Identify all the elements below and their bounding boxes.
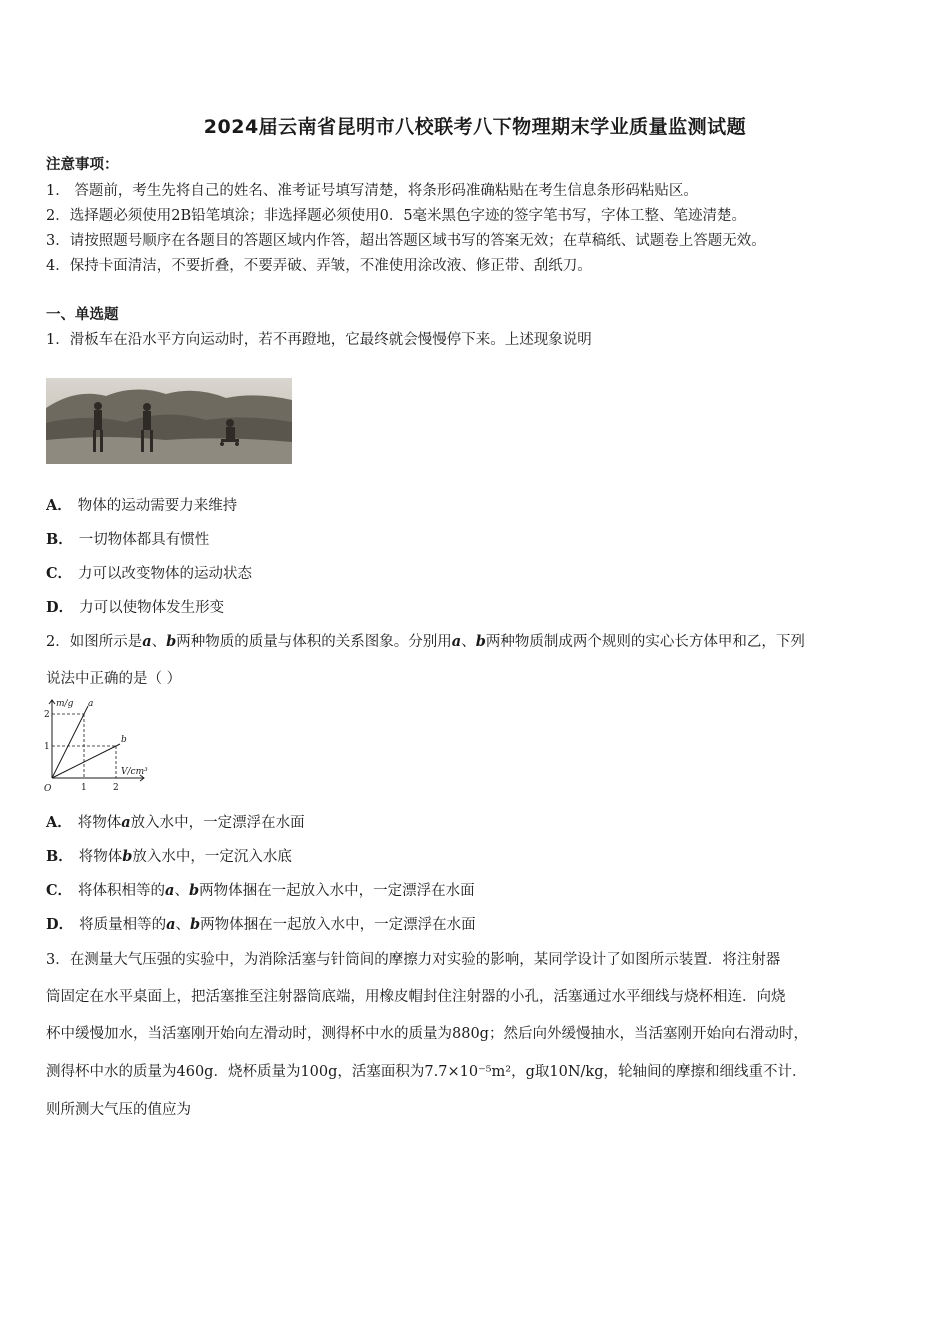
var-a: a <box>142 633 152 650</box>
question-2-stem-line-2: 说法中正确的是（ ） <box>46 671 182 687</box>
option-text: 力可以改变物体的运动状态 <box>78 566 253 582</box>
stem-text: 两种物质制成两个规则的实心长方体甲和乙，下列 <box>485 634 805 650</box>
option-text: 将物体 <box>77 815 122 831</box>
separator: 、 <box>175 917 190 933</box>
question-3-line: 3．在测量大气压强的实验中，为消除活塞与针筒间的摩擦力对实验的影响，某同学设计了如图所示装置．将注射器 <box>46 952 781 968</box>
option-letter: A． <box>46 814 72 831</box>
question-2-stem-line-1 <box>46 630 805 651</box>
notice-item: 3．请按照题号顺序在各题目的答题区域内作答，超出答题区域书写的答案无效；在草稿纸、试题卷上答题无效。 <box>46 233 766 249</box>
var-b: b <box>189 916 201 933</box>
notice-item: 1． 答题前，考生先将自己的姓名、准考证号填写清楚，将条形码准确粘贴在考生信息条形码粘贴区。 <box>46 183 698 199</box>
option-text: 一切物体都具有惯性 <box>78 532 210 548</box>
var-a: a <box>121 814 131 831</box>
question-3-line: 则所测大气压的值应为 <box>46 1102 191 1118</box>
stem-text: 2．如图所示是 <box>46 634 143 650</box>
var-b: b <box>122 848 133 865</box>
question-1-stem: 1．滑板车在沿水平方向运动时，若不再蹬地，它最终就会慢慢停下来。上述现象说明 <box>46 332 592 348</box>
option-text: 放入水中，一定沉入水底 <box>132 849 292 865</box>
option-d <box>46 913 476 934</box>
option-d <box>46 596 224 617</box>
option-a <box>46 811 305 832</box>
option-letter: D． <box>46 599 74 616</box>
option-letter: C． <box>46 565 73 582</box>
option-letter: A． <box>46 497 72 514</box>
skateboard-photo <box>46 378 292 464</box>
option-text: 放入水中，一定漂浮在水面 <box>130 815 305 831</box>
option-a <box>46 494 237 515</box>
var-a: a <box>451 633 462 650</box>
x-tick-label: 1 <box>81 783 87 793</box>
notice-heading: 注意事项： <box>46 156 119 173</box>
notice-item: 4．保持卡面清洁，不要折叠，不要弄破、弄皱，不准使用涂改液、修正带、刮纸刀。 <box>46 258 592 274</box>
option-c <box>46 879 475 900</box>
page-title: 2024届云南省昆明市八校联考八下物理期末学业质量监测试题 <box>203 116 747 138</box>
line-b <box>52 744 120 778</box>
origin-label: O <box>44 784 52 794</box>
x-axis-label: V/cm³ <box>121 767 148 777</box>
option-letter: B． <box>46 531 73 548</box>
separator: 、 <box>151 634 167 650</box>
option-text: 将物体 <box>78 849 123 865</box>
question-3-line: 测得杯中水的质量为460g．烧杯质量为100g，活塞面积为7.7×10⁻⁵m²，g取10N/kg，轮轴间的摩擦和细线重不计． <box>46 1064 807 1080</box>
question-3-line: 杯中缓慢加水，当活塞刚开始向左滑动时，测得杯中水的质量为880g；然后向外缓慢抽水，当活塞刚开始向右滑动时， <box>46 1026 808 1042</box>
section-heading: 一、单选题 <box>46 306 119 323</box>
option-text: 将体积相等的 <box>78 883 166 899</box>
notice-item: 2．选择题必须使用2B铅笔填涂；非选择题必须使用0．5毫米黑色字迹的签字笔书写，字体工整、笔迹清楚。 <box>46 208 747 224</box>
option-b <box>46 528 209 549</box>
option-letter: C． <box>46 882 73 899</box>
var-b: b <box>475 633 486 650</box>
option-text: 将质量相等的 <box>79 917 167 933</box>
y-tick-label: 2 <box>44 710 50 720</box>
mass-volume-graph <box>40 694 150 794</box>
option-letter: D． <box>46 916 74 933</box>
option-text: 两物体捆在一起放入水中，一定漂浮在水面 <box>200 917 476 933</box>
var-b: b <box>188 882 200 899</box>
separator: 、 <box>174 883 189 899</box>
question-3-line: 筒固定在水平桌面上，把活塞推至注射器筒底端，用橡皮帽封住注射器的小孔，活塞通过水平细线与烧杯相连．向烧 <box>46 989 786 1005</box>
option-text: 两物体捆在一起放入水中，一定漂浮在水面 <box>199 883 475 899</box>
line-a <box>52 706 88 778</box>
x-tick-label: 2 <box>113 783 119 793</box>
option-letter: B． <box>46 848 73 865</box>
line-a-label: a <box>88 699 94 709</box>
option-text: 物体的运动需要力来维持 <box>77 498 238 514</box>
option-c <box>46 562 252 583</box>
var-a: a <box>165 882 175 899</box>
separator: 、 <box>461 634 476 650</box>
option-b <box>46 845 292 866</box>
stem-text: 两种物质的质量与体积的关系图象。分别用 <box>176 634 452 650</box>
y-tick-label: 1 <box>44 742 50 752</box>
option-text: 力可以使物体发生形变 <box>79 600 225 616</box>
line-b-label: b <box>121 735 127 745</box>
var-b: b <box>166 633 177 650</box>
y-axis-label: m/g <box>56 699 74 709</box>
var-a: a <box>166 916 176 933</box>
